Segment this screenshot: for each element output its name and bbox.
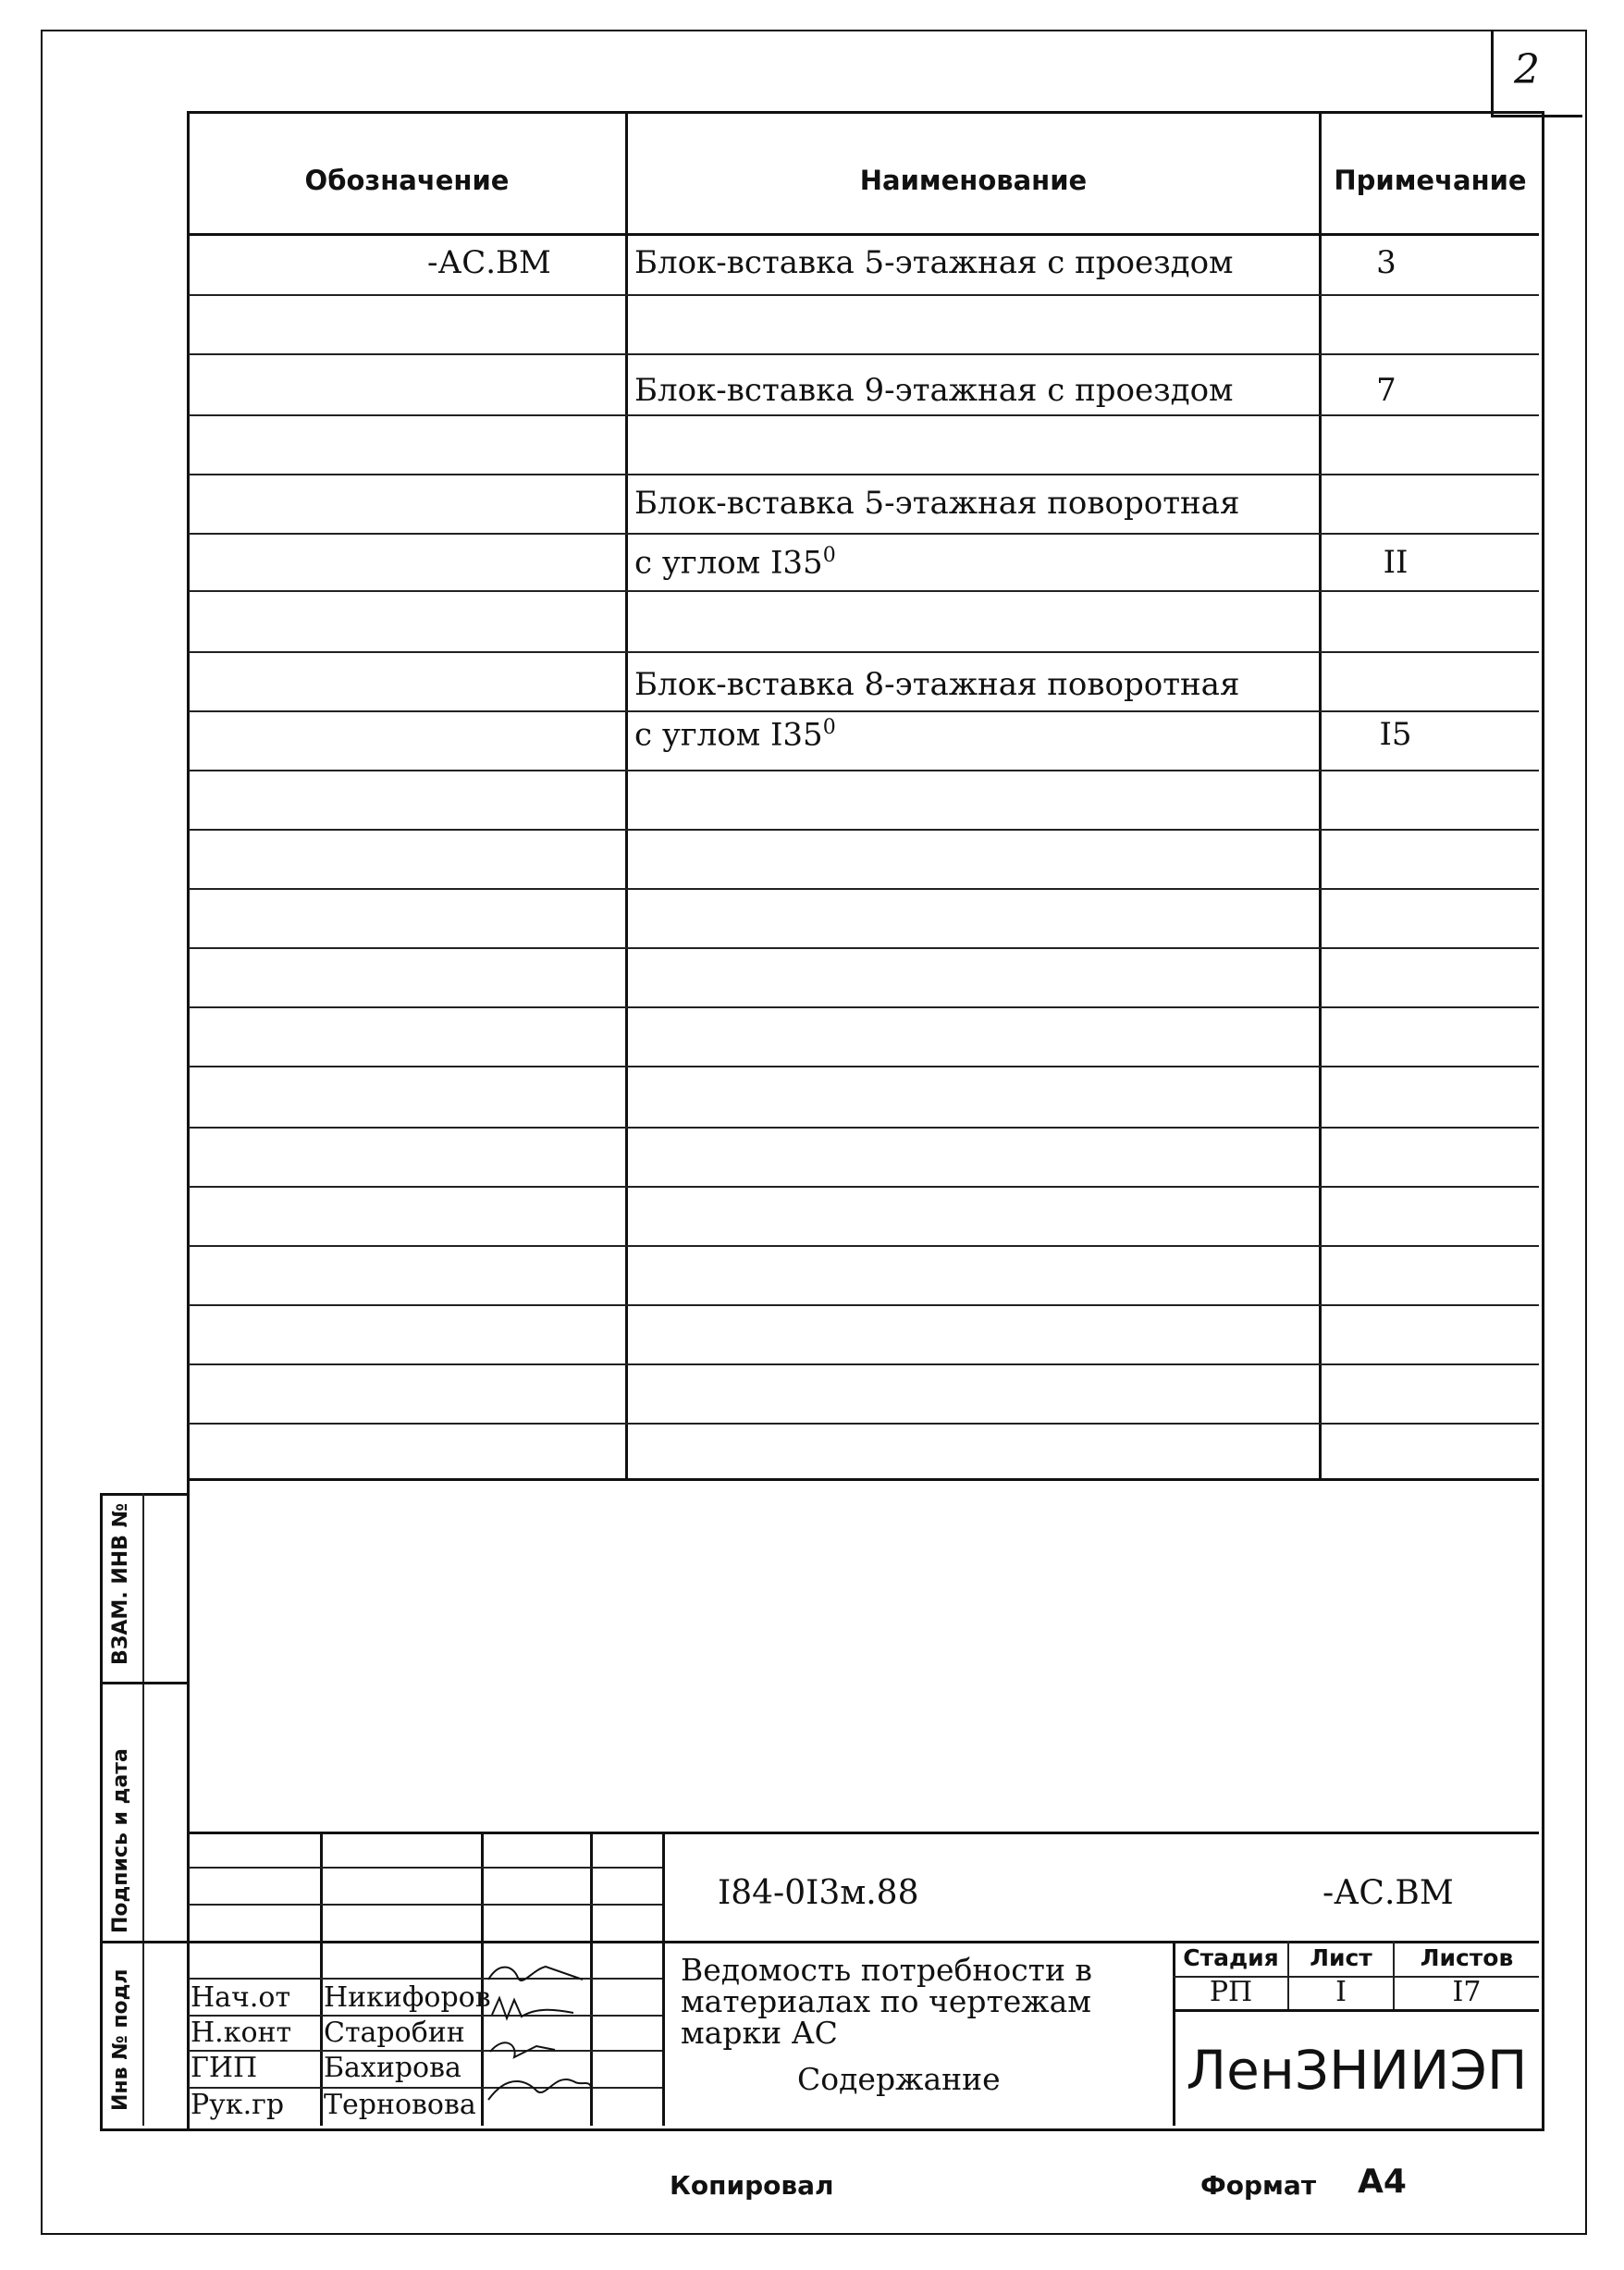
table-rule bbox=[189, 1363, 1539, 1365]
side-inv-vzam: ВЗАМ. ИНВ № bbox=[109, 1502, 132, 1665]
titleblock-mid bbox=[662, 1941, 1539, 1943]
row4-note: II bbox=[1383, 544, 1409, 581]
signer3-role: ГИП bbox=[191, 2052, 258, 2084]
row2-note: 7 bbox=[1376, 372, 1396, 409]
row3-name: Блок-вставка 5-этажная поворотная bbox=[634, 485, 1240, 522]
signature-4 bbox=[488, 2079, 592, 2100]
row5-name: Блок-вставка 8-этажная поворотная bbox=[634, 666, 1240, 703]
row1-designation: -АС.ВМ bbox=[427, 244, 551, 281]
sheets-label: Листов bbox=[1420, 1944, 1514, 1971]
signer2-role: Н.конт bbox=[191, 2017, 292, 2049]
table-rule bbox=[189, 829, 1539, 831]
row4-degree: 0 bbox=[822, 544, 836, 567]
titleblock-top bbox=[189, 1832, 1539, 1834]
table-rule bbox=[189, 1066, 1539, 1067]
footer-copied: Копировал bbox=[670, 2170, 834, 2201]
header-divider bbox=[189, 233, 1539, 236]
row6-degree: 0 bbox=[822, 716, 836, 739]
table-rule bbox=[189, 353, 1539, 355]
table-rule bbox=[189, 888, 1539, 890]
row6-note: I5 bbox=[1379, 716, 1412, 753]
table-rule bbox=[189, 414, 1539, 416]
table-rule bbox=[189, 590, 1539, 592]
header-name: Наименование bbox=[859, 165, 1088, 196]
footer-format-label: Формат bbox=[1200, 2170, 1317, 2201]
table-rule bbox=[189, 770, 1539, 771]
side-stamp-div2 bbox=[100, 1941, 189, 1943]
row1-name: Блок-вставка 5-этажная с проездом bbox=[634, 244, 1234, 281]
table-rule bbox=[189, 474, 1539, 475]
tb-row-2 bbox=[189, 1904, 662, 1906]
table-rule bbox=[189, 1127, 1539, 1129]
table-rule bbox=[189, 710, 1539, 712]
side-inv-podl: Инв № подл bbox=[109, 1968, 132, 2111]
signature-1 bbox=[488, 1967, 583, 1980]
sheet-value: I bbox=[1335, 1976, 1347, 2008]
side-stamp-div1 bbox=[100, 1682, 189, 1684]
table-rule bbox=[189, 1006, 1539, 1008]
col-divider-2 bbox=[1319, 113, 1322, 1480]
signer4-name: Терновова bbox=[324, 2089, 476, 2121]
stage-label: Стадия bbox=[1183, 1944, 1279, 1971]
signature-3 bbox=[490, 2042, 555, 2057]
header-designation: Обозначение bbox=[304, 165, 510, 196]
signatures bbox=[481, 1943, 666, 2124]
title-line3: марки АС bbox=[681, 2015, 838, 2051]
stage-value: РП bbox=[1209, 1976, 1253, 2008]
table-rule bbox=[189, 294, 1539, 296]
row6-name-text: с углом I35 bbox=[634, 716, 823, 754]
table-bottom bbox=[189, 1478, 1539, 1481]
sheets-value: I7 bbox=[1452, 1976, 1482, 2008]
title-line2: материалах по чертежам bbox=[681, 1983, 1091, 2019]
row4-name bbox=[634, 544, 836, 581]
sheet-number: 2 bbox=[1514, 46, 1540, 93]
table-rule bbox=[189, 1186, 1539, 1188]
signer1-role: Нач.от bbox=[191, 1981, 291, 2014]
table-rule bbox=[189, 1423, 1539, 1425]
table-rule bbox=[189, 651, 1539, 653]
side-sign-date: Подпись и дата bbox=[109, 1748, 132, 1933]
footer-format-value: А4 bbox=[1358, 2163, 1407, 2201]
tb-row-1 bbox=[189, 1867, 662, 1869]
row4-name-text: с углом I35 bbox=[634, 544, 823, 582]
side-stamp-inner bbox=[142, 1493, 144, 2126]
table-rule bbox=[189, 1304, 1539, 1306]
sheet-label: Лист bbox=[1310, 1944, 1372, 1971]
sheet-number-box bbox=[1491, 30, 1582, 117]
row2-name: Блок-вставка 9-этажная с проездом bbox=[634, 372, 1234, 409]
signer1-name: Никифоров bbox=[324, 1981, 491, 2014]
header-note: Примечание bbox=[1334, 165, 1527, 196]
row1-note: 3 bbox=[1376, 244, 1396, 281]
signer2-name: Старобин bbox=[324, 2017, 465, 2049]
title-subtitle: Содержание bbox=[797, 2061, 1001, 2097]
doc-mark: -АС.ВМ bbox=[1323, 1874, 1454, 1912]
table-rule bbox=[189, 1245, 1539, 1247]
table-rule bbox=[189, 533, 1539, 535]
signer3-name: Бахирова bbox=[324, 2052, 461, 2084]
organization: ЛенЗНИИЭП bbox=[1186, 2039, 1528, 2102]
title-line1: Ведомость потребности в bbox=[681, 1952, 1093, 1988]
table-rule bbox=[189, 947, 1539, 949]
row6-name bbox=[634, 716, 836, 753]
signer4-role: Рук.гр bbox=[191, 2089, 285, 2121]
stage-row-2 bbox=[1173, 2009, 1539, 2012]
signature-2 bbox=[492, 1998, 573, 2018]
doc-code: I84-0I3м.88 bbox=[718, 1874, 919, 1912]
col-divider-1 bbox=[625, 113, 628, 1480]
